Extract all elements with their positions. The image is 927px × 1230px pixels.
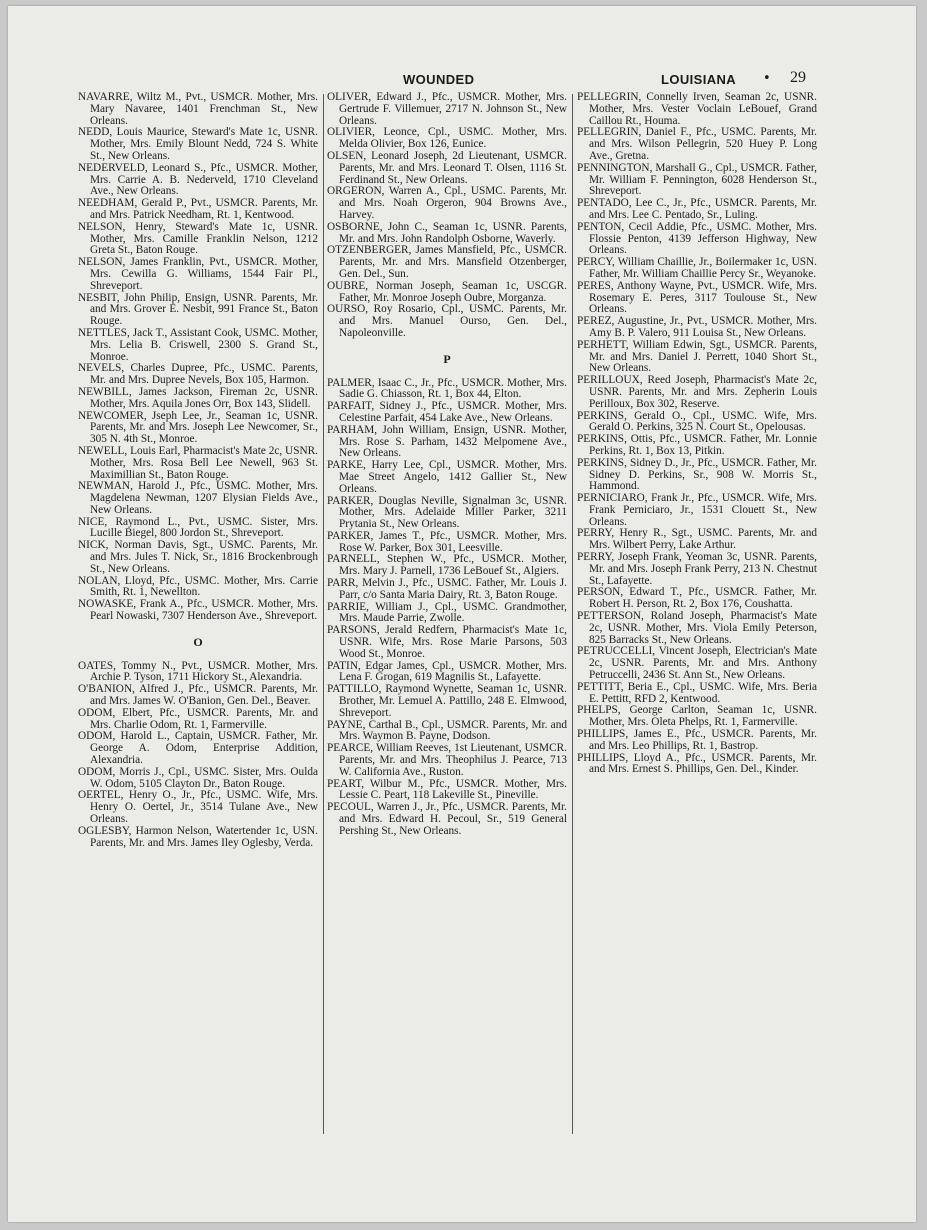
column-1	[78, 92, 318, 849]
column-3	[577, 92, 817, 776]
casualty-entry: PELLEGRIN, Daniel F., Pfc., USMC. Parents, Mr. and Mrs. Wilson Pellegrin, 520 Huey P. Long Ave., Gretna.	[577, 126, 817, 162]
column-rule	[323, 94, 324, 1134]
column-rule	[572, 94, 573, 1134]
casualty-entry: NEWBILL, James Jackson, Fireman 2c, USNR. Mother, Mrs. Aquila Jones Orr, Box 143, Slidell.	[78, 385, 318, 410]
page-number: 29	[790, 69, 806, 86]
columns	[78, 92, 824, 1112]
casualty-entry: PETRUCCELLI, Vincent Joseph, Electrician's Mate 2c, USNR. Parents, Mr. and Mrs. Anthony Petruccelli, 2436 St. Ann St., New Orleans.	[577, 645, 817, 682]
casualty-entry: PELLEGRIN, Connelly Irven, Seaman 2c, USNR. Mother, Mrs. Vester Voclain LeBouef, Grand Caillou Rt., Houma.	[577, 91, 817, 127]
casualty-entry: OSBORNE, John C., Seaman 1c, USNR. Parents, Mr. and Mrs. John Randolph Osborne, Waverly.	[327, 220, 567, 245]
casualty-entry: NEEDHAM, Gerald P., Pvt., USMCR. Parents, Mr. and Mrs. Patrick Needham, Rt. 1, Kentwood.	[78, 197, 318, 221]
casualty-entry: PALMER, Isaac C., Jr., Pfc., USMCR. Mother, Mrs. Sadie G. Chiasson, Rt. 1, Box 44, Elton.	[327, 376, 567, 401]
casualty-entry: PARHAM, John William, Ensign, USNR. Mother, Mrs. Rose S. Parham, 1432 Melpomene Ave., New Orleans.	[327, 423, 567, 460]
column-2	[327, 92, 567, 838]
section-letter: O	[193, 634, 203, 649]
casualty-entry: OTZENBERGER, James Mansfield, Pfc., USMCR. Parents, Mr. and Mrs. Mansfield Otzenberger, Gen. Del., Sun.	[327, 244, 567, 280]
casualty-entry: OGLESBY, Harmon Nelson, Watertender 1c, USN. Parents, Mr. and Mrs. James Iley Oglesby, Verda.	[78, 824, 318, 849]
casualty-entry: NETTLES, Jack T., Assistant Cook, USMC. Mother, Mrs. Lelia B. Criswell, 2300 S. Grand St., Monroe.	[78, 326, 318, 363]
casualty-entry: PATTILLO, Raymond Wynette, Seaman 1c, USNR. Brother, Mr. Lemuel A. Pattillo, 248 E. Elmwood, Shreveport.	[327, 683, 567, 719]
casualty-entry: ORGERON, Warren A., Cpl., USMC. Parents, Mr. and Mrs. Noah Orgeron, 904 Browns Ave., Harvey.	[327, 185, 567, 221]
casualty-entry: PERSON, Edward T., Pfc., USMCR. Father, Mr. Robert H. Person, Rt. 2, Box 176, Coushatta.	[577, 586, 817, 611]
casualty-entry: PAYNE, Carthal B., Cpl., USMCR. Parents, Mr. and Mrs. Waymon B. Payne, Dodson.	[327, 718, 567, 743]
casualty-entry: NELSON, Henry, Steward's Mate 1c, USNR. Mother, Mrs. Camille Franklin Nelson, 1212 Greta St., Baton Rouge.	[78, 220, 318, 257]
casualty-entry: NEDERVELD, Leonard S., Pfc., USMCR. Mother, Mrs. Carrie A. B. Nederveld, 1710 Cleveland Ave., New Orleans.	[78, 161, 318, 198]
casualty-entry: O'BANION, Alfred J., Pfc., USMCR. Parents, Mr. and Mrs. James W. O'Banion, Gen. Del., Beaver.	[78, 683, 318, 708]
casualty-entry: NEVELS, Charles Dupree, Pfc., USMC. Parents, Mr. and Mrs. Dupree Nevels, Box 105, Harmon.	[78, 362, 318, 387]
casualty-entry: NOLAN, Lloyd, Pfc., USMC. Mother, Mrs. Carrie Smith, Rt. 1, Newellton.	[78, 574, 318, 599]
casualty-entry: NESBIT, John Philip, Ensign, USNR. Parents, Mr. and Mrs. Grover E. Nesbit, 991 France St., Baton Rouge.	[78, 291, 318, 328]
casualty-entry: OUBRE, Norman Joseph, Seaman 1c, USCGR. Father, Mr. Monroe Joseph Oubre, Morganza.	[327, 279, 567, 304]
casualty-entry: PETTITT, Beria E., Cpl., USMC. Wife, Mrs. Beria E. Pettitt, RFD 2, Kentwood.	[577, 680, 817, 705]
casualty-entry: PERKINS, Ottis, Pfc., USMCR. Father, Mr. Lonnie Perkins, Rt. 1, Box 13, Pitkin.	[577, 433, 817, 457]
running-state: LOUISIANA	[661, 72, 737, 87]
casualty-entry: PARKER, Douglas Neville, Signalman 3c, USNR. Mother, Mrs. Adelaide Miller Parker, 3211 Prytania St., New Orleans.	[327, 494, 567, 531]
casualty-entry: PHILLIPS, Lloyd A., Pfc., USMCR. Parents, Mr. and Mrs. Ernest S. Phillips, Gen. Del., Kinder.	[577, 751, 817, 776]
casualty-entry: PECOUL, Warren J., Jr., Pfc., USMCR. Parents, Mr. and Mrs. Edward H. Pecoul, Sr., 519 General Pershing St., New Orleans.	[327, 801, 567, 837]
casualty-entry: PERRY, Henry R., Sgt., USMC. Parents, Mr. and Mrs. Wilbert Perry, Lake Arthur.	[577, 527, 817, 552]
casualty-entry: PARR, Melvin J., Pfc., USMC. Father, Mr. Louis J. Parr, c/o Santa Maria Dairy, Rt. 3, Baton Rouge.	[327, 577, 567, 601]
casualty-entry: PETTERSON, Roland Joseph, Pharmacist's Mate 2c, USNR. Mother, Mrs. Viola Emily Peterson, 825 Barracks St., New Orleans.	[577, 610, 817, 646]
casualty-entry: PERRY, Joseph Frank, Yeoman 3c, USNR. Parents, Mr. and Mrs. Joseph Frank Perry, 213 N. Chestnut St., Lafayette.	[577, 551, 817, 587]
casualty-entry: PERKINS, Sidney D., Jr., Pfc., USMCR. Father, Mr. Sidney D. Perkins, Sr., 908 W. Morris St., Hammond.	[577, 456, 817, 493]
casualty-entry: PARKER, James T., Pfc., USMCR. Mother, Mrs. Rose W. Parker, Box 301, Leesville.	[327, 529, 567, 554]
casualty-entry: PHELPS, George Carlton, Seaman 1c, USNR. Mother, Mrs. Oleta Phelps, Rt. 1, Farmerville.	[577, 704, 817, 729]
casualty-entry: NAVARRE, Wiltz M., Pvt., USMCR. Mother, Mrs. Mary Navaree, 1401 Frenchman St., New Orleans.	[78, 91, 318, 127]
casualty-entry: PARNELL, Stephen W., Pfc., USMCR. Mother, Mrs. Mary J. Parnell, 1736 LeBouef St., Algiers.	[327, 553, 567, 578]
casualty-entry: NEWMAN, Harold J., Pfc., USMC. Mother, Mrs. Magdelena Newman, 1207 Elysian Fields Ave., New Orleans.	[78, 480, 318, 516]
casualty-entry: OLSEN, Leonard Joseph, 2d Lieutenant, USMCR. Parents, Mr. and Mrs. Leonard T. Olsen, 1116 St. Ferdinand St., New Orleans.	[327, 149, 567, 186]
casualty-entry: PEREZ, Augustine, Jr., Pvt., USMCR. Mother, Mrs. Amy B. P. Valero, 911 Louisa St., New Orleans.	[577, 315, 817, 339]
casualty-entry: NEWCOMER, Jseph Lee, Jr., Seaman 1c, USNR. Parents, Mr. and Mrs. Joseph Lee Newcomer, Sr., 305 N. 4th St., Monroe.	[78, 409, 318, 446]
casualty-entry: OERTEL, Henry O., Jr., Pfc., USMC. Wife, Mrs. Henry O. Oertel, Jr., 3514 Tulane Ave., New Orleans.	[78, 789, 318, 826]
casualty-entry: OLIVIER, Leonce, Cpl., USMC. Mother, Mrs. Melda Olivier, Box 126, Eunice.	[327, 126, 567, 151]
casualty-entry: PERILLOUX, Reed Joseph, Pharmacist's Mate 2c, USNR. Parents, Mr. and Mrs. Zepherin Louis Perilloux, Box 302, Reserve.	[577, 374, 817, 410]
casualty-entry: PARRIE, William J., Cpl., USMC. Grandmother, Mrs. Maude Parrie, Zwolle.	[327, 600, 567, 625]
casualty-entry: OURSO, Roy Rosario, Cpl., USMC. Parents, Mr. and Mrs. Manuel Ourso, Gen. Del., Napoleonville.	[327, 303, 567, 339]
casualty-entry: OATES, Tommy N., Pvt., USMCR. Mother, Mrs. Archie P. Tyson, 1711 Hickory St., Alexandria.	[78, 659, 318, 684]
casualty-entry: ODOM, Harold L., Captain, USMCR. Father, Mr. George A. Odom, Enterprise Addition, Alexandria.	[78, 730, 318, 767]
casualty-entry: NEWELL, Louis Earl, Pharmacist's Mate 2c, USNR. Mother, Mrs. Rosa Bell Lee Newell, 963 St. Maximillian St., Baton Rouge.	[78, 444, 318, 481]
casualty-entry: NICE, Raymond L., Pvt., USMC. Sister, Mrs. Lucille Biegel, 800 Jordon St., Shreveport.	[78, 515, 318, 540]
casualty-entry: ODOM, Morris J., Cpl., USMC. Sister, Mrs. Oulda W. Odom, 5105 Clayton Dr., Baton Rouge.	[78, 765, 318, 790]
casualty-entry: NEDD, Louis Maurice, Steward's Mate 1c, USNR. Mother, Mrs. Emily Blount Nedd, 724 S. White St., New Orleans.	[78, 126, 318, 162]
casualty-entry: PERES, Anthony Wayne, Pvt., USMCR. Wife, Mrs. Rosemary E. Peres, 3117 Toulouse St., New Orleans.	[577, 279, 817, 316]
casualty-entry: PEARCE, William Reeves, 1st Lieutenant, USMCR. Parents, Mr. and Mrs. Theophilus J. Pearce, 713 W. California Ave., Ruston.	[327, 742, 567, 778]
casualty-entry: PERNICIARO, Frank Jr., Pfc., USMCR. Wife, Mrs. Frank Perniciaro, Jr., 1531 Clouett St., New Orleans.	[577, 492, 817, 528]
casualty-entry: PARSONS, Jerald Redfern, Pharmacist's Mate 1c, USNR. Wife, Mrs. Rose Marie Parsons, 503 Wood St., Monroe.	[327, 624, 567, 660]
casualty-entry: PATIN, Edgar James, Cpl., USMCR. Mother, Mrs. Lena F. Grogan, 619 Magnilis St., Lafayette.	[327, 659, 567, 684]
casualty-entry: ODOM, Elbert, Pfc., USMCR. Parents, Mr. and Mrs. Charlie Odom, Rt. 1, Farmerville.	[78, 706, 318, 731]
casualty-entry: NOWASKE, Frank A., Pfc., USMCR. Mother, Mrs. Pearl Nowaski, 7307 Henderson Ave., Shreveport.	[78, 598, 318, 623]
casualty-entry: PERKINS, Gerald O., Cpl., USMC. Wife, Mrs. Gerald O. Perkins, 325 N. Court St., Opelousas.	[577, 409, 817, 434]
casualty-entry: PENNINGTON, Marshall G., Cpl., USMCR. Father, Mr. William F. Pennington, 6028 Henderson St., Shreveport.	[577, 161, 817, 198]
casualty-entry: PEART, Wilbur M., Pfc., USMCR. Mother, Mrs. Lessie C. Peart, 118 Lakeville St., Pineville.	[327, 777, 567, 802]
casualty-entry: PARFAIT, Sidney J., Pfc., USMCR. Mother, Mrs. Celestine Parfait, 454 Lake Ave., New Orleans.	[327, 400, 567, 424]
bullet-separator: •	[763, 71, 771, 86]
casualty-entry: PERHETT, William Edwin, Sgt., USMCR. Parents, Mr. and Mrs. Daniel J. Perrett, 1040 Short St., New Orleans.	[577, 338, 817, 375]
document-page	[8, 6, 916, 1222]
casualty-entry: PHILLIPS, James E., Pfc., USMCR. Parents, Mr. and Mrs. Leo Phillips, Rt. 1, Bastrop.	[577, 728, 817, 752]
casualty-entry: OLIVER, Edward J., Pfc., USMCR. Mother, Mrs. Gertrude F. Villemuer, 2717 N. Johnson St., New Orleans.	[327, 91, 567, 127]
casualty-entry: PENTADO, Lee C., Jr., Pfc., USMCR. Parents, Mr. and Mrs. Lee C. Pentado, Sr., Luling.	[577, 197, 817, 221]
section-letter: P	[443, 351, 451, 366]
casualty-entry: PERCY, William Chaillie, Jr., Boilermaker 1c, USN. Father, Mr. William Chaillie Percy Sr., Weyanoke.	[577, 256, 817, 280]
casualty-entry: NICK, Norman Davis, Sgt., USMC. Parents, Mr. and Mrs. Jules T. Nick, Sr., 1816 Brockenbrough St., New Orleans.	[78, 539, 318, 575]
running-title: WOUNDED	[403, 72, 475, 87]
casualty-entry: NELSON, James Franklin, Pvt., USMCR. Mother, Mrs. Cewilla G. Williams, 1544 Fair Pl., Shreveport.	[78, 256, 318, 292]
casualty-entry: PARKE, Harry Lee, Cpl., USMCR. Mother, Mrs. Mae Street Angelo, 1412 Gallier St., New Orleans.	[327, 459, 567, 495]
running-header	[8, 68, 916, 90]
casualty-entry: PENTON, Cecil Addie, Pfc., USMC. Mother, Mrs. Flossie Penton, 4139 Jefferson Highway, New Orleans.	[577, 220, 817, 257]
